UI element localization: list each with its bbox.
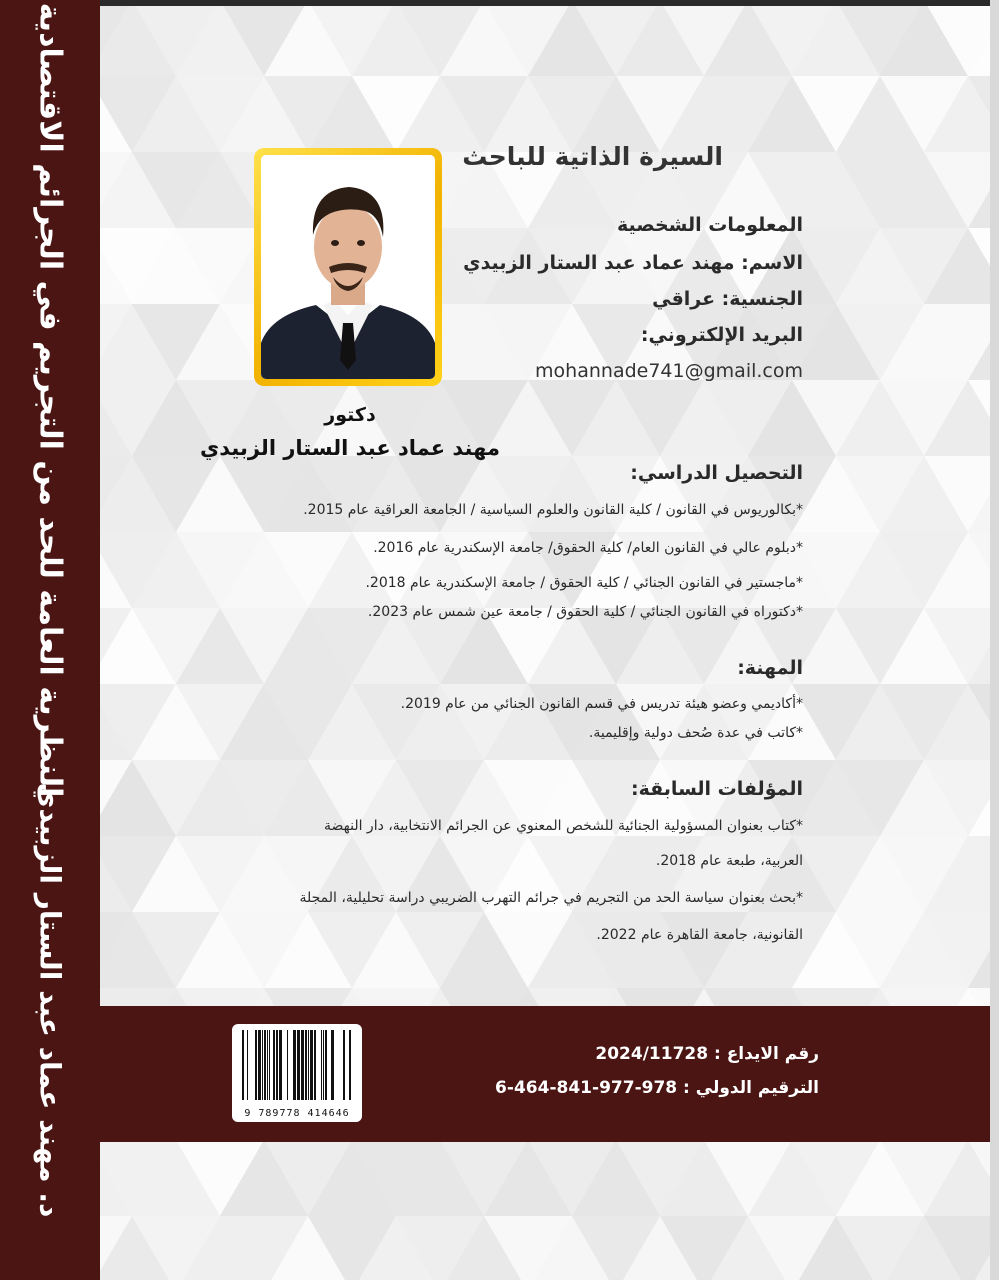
barcode-bar [293,1030,296,1100]
email-label: البريد الإلكتروني: [640,324,803,346]
book-spine [0,0,100,1280]
education-item: *ماجستير في القانون الجنائي / كلية الحقوق / جامعة الإسكندرية عام 2018. [365,575,803,591]
personal-info-heading: المعلومات الشخصية [616,214,803,236]
nationality-line: الجنسية: عراقي [652,288,803,310]
barcode-number: 9 789778 414646 [244,1108,350,1119]
education-item: *دبلوم عالي في القانون العام/ كلية الحقوق/ جامعة الإسكندرية عام 2016. [373,540,803,556]
profession-item: *أكاديمي وعضو هيئة تدريس في قسم القانون الجنائي من عام 2019. [400,696,803,712]
works-item: القانونية، جامعة القاهرة عام 2022. [596,927,803,943]
name-line: الاسم: مهند عماد عبد الستار الزبيدي [463,252,803,274]
author-name-caption: مهند عماد عبد الستار الزبيدي [200,436,500,460]
works-item: العربية، طبعة عام 2018. [655,853,803,869]
barcode-bar [287,1030,288,1100]
email-address: mohannade741@gmail.com [535,360,803,382]
barcode-bar [273,1030,275,1100]
works-item: *بحث بعنوان سياسة الحد من التجريم في جرائم التهرب الضريبي دراسة تحليلية، المجلة [299,890,803,906]
barcode-bar [323,1030,324,1100]
profession-heading: المهنة: [737,657,803,679]
isbn-barcode [232,1024,362,1122]
top-shadow-bar [100,0,999,6]
deposit-number: رقم الايداع : 2024/11728 [595,1044,819,1064]
author-photo [261,155,435,379]
barcode-bar [269,1030,270,1100]
education-heading: التحصيل الدراسي: [630,462,803,484]
barcode-bar [349,1030,351,1100]
barcode-bar [297,1030,300,1100]
education-item: *بكالوريوس في القانون / كلية القانون والعلوم السياسية / الجامعة العراقية عام 2015. [303,502,803,518]
barcode-bar [321,1030,322,1100]
barcode-bar [255,1030,257,1100]
author-title: دكتور [324,404,376,426]
barcode-bar [262,1030,263,1100]
spine-title: النظرية العامة للحد من التجريم في الجرائم الاقتصادية [32,2,68,798]
isbn-number: الترقيم الدولي : 978-977-841-464-6 [495,1078,819,1098]
barcode-bars-icon [240,1030,354,1104]
barcode-bar [310,1030,313,1100]
barcode-bar [308,1030,309,1100]
barcode-bar [331,1030,334,1100]
barcode-bar [314,1030,316,1100]
barcode-bar [258,1030,261,1100]
barcode-bar [301,1030,304,1100]
spine-author: د. مهند عماد عبد الستار الزبيدي [33,782,67,1218]
barcode-bar [242,1030,244,1100]
cover-right-edge [990,0,999,1280]
barcode-bar [276,1030,278,1100]
works-heading: المؤلفات السابقة: [631,778,803,800]
barcode-bar [343,1030,345,1100]
education-item: *دكتوراه في القانون الجنائي / كلية الحقوق / جامعة عين شمس عام 2023. [367,604,803,620]
barcode-bar [279,1030,282,1100]
profession-item: *كاتب في عدة صُحف دولية وإقليمية. [588,725,803,741]
barcode-bar [267,1030,268,1100]
barcode-bar [264,1030,266,1100]
works-item: *كتاب بعنوان المسؤولية الجنائية للشخص المعنوي عن الجرائم الانتخابية، دار النهضة [324,818,803,834]
author-portrait-icon [261,155,435,379]
barcode-bar [305,1030,307,1100]
barcode-bar [247,1030,248,1100]
author-photo-frame [254,148,442,386]
barcode-bar [325,1030,327,1100]
cv-title: السيرة الذاتية للباحث [462,142,723,171]
